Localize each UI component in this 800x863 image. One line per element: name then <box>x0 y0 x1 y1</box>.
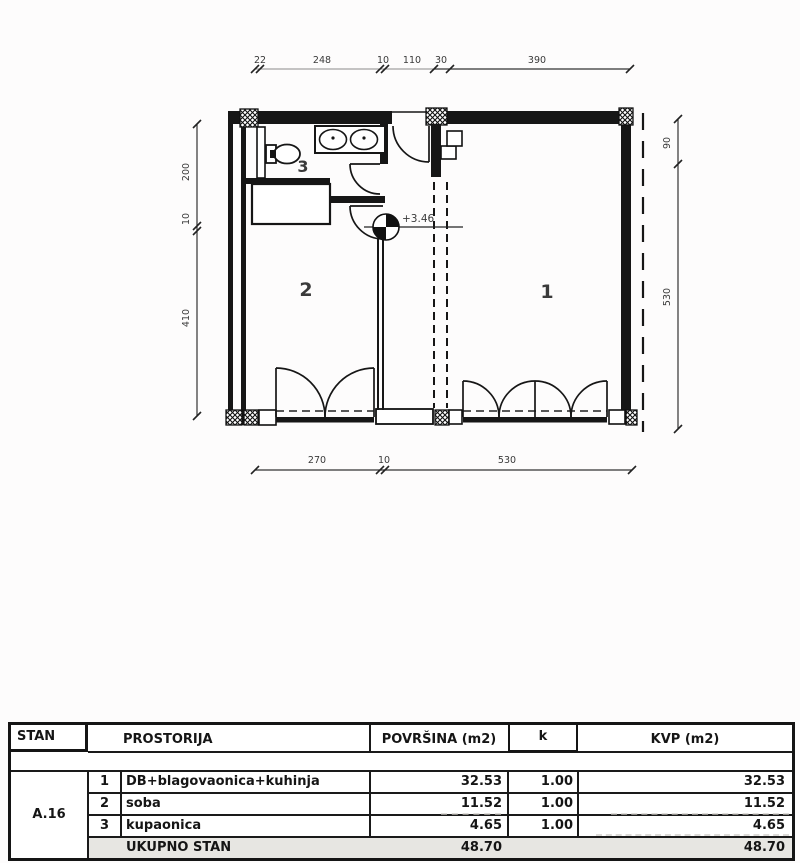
dim-bottom-10: 10 <box>377 455 391 466</box>
dim-bottom-270: 270 <box>307 455 327 466</box>
bathroom-door-arc <box>350 164 380 194</box>
doors <box>276 126 607 417</box>
row1-num: 1 <box>99 774 110 789</box>
dim-top-30: 30 <box>434 55 448 66</box>
room-label-2: 2 <box>299 279 313 301</box>
header-k: k <box>508 725 578 752</box>
elevation-label: +3.46 <box>402 213 435 225</box>
bottom-wall <box>226 409 637 425</box>
bathroom-fixtures <box>252 126 385 224</box>
room-label-3: 3 <box>297 157 309 176</box>
elevation-marker <box>364 213 463 240</box>
dim-left-410: 410 <box>181 308 192 328</box>
scan-artifact <box>441 813 501 815</box>
closet-counter <box>252 184 330 224</box>
scan-artifact <box>611 813 789 815</box>
dim-top-248: 248 <box>312 55 332 66</box>
dim-bottom-530: 530 <box>497 455 517 466</box>
row3-name: kupaonica <box>126 818 202 833</box>
dim-top-110: 110 <box>402 55 422 66</box>
row2-name: soba <box>126 796 161 811</box>
row3-kvp: 4.65 <box>752 818 785 833</box>
row1-name: DB+blagovaonica+kuhinja <box>126 774 320 789</box>
dim-top-22: 22 <box>253 55 267 66</box>
row3-povrsina: 4.65 <box>469 818 502 833</box>
row3-k: 1.00 <box>540 818 573 833</box>
row2-kvp: 11.52 <box>743 796 785 811</box>
total-kvp: 48.70 <box>743 840 785 855</box>
room2-french-door <box>276 368 374 417</box>
row2-num: 2 <box>99 796 110 811</box>
row1-povrsina: 32.53 <box>460 774 502 789</box>
row2-povrsina: 11.52 <box>460 796 502 811</box>
room-label-1: 1 <box>540 281 554 303</box>
row3-num: 3 <box>99 818 110 833</box>
dim-top-10: 10 <box>376 55 390 66</box>
entrance-door-arc <box>393 126 429 162</box>
area-table <box>8 722 795 861</box>
row1-kvp: 32.53 <box>743 774 785 789</box>
header-prostorija: PROSTORIJA <box>123 732 213 747</box>
toilet <box>266 145 300 164</box>
room-labels <box>297 157 553 303</box>
dim-top-390: 390 <box>527 55 547 66</box>
scan-artifact <box>596 834 789 836</box>
dim-right-530: 530 <box>662 287 673 307</box>
interior-walls <box>246 124 462 410</box>
header-kvp: KVP (m2) <box>650 732 720 747</box>
row1-k: 1.00 <box>540 774 573 789</box>
dim-right-90: 90 <box>662 136 673 150</box>
vanity-sinks <box>315 126 385 153</box>
row2-k: 1.00 <box>540 796 573 811</box>
total-povrsina: 48.70 <box>460 840 502 855</box>
header-stan: STAN <box>11 725 88 752</box>
unit-id: A.16 <box>32 807 66 822</box>
total-label: UKUPNO STAN <box>126 840 232 855</box>
dim-left-200: 200 <box>181 162 192 182</box>
dim-left-10: 10 <box>181 212 192 226</box>
header-povrsina: POVRŠINA (m2) <box>381 732 497 747</box>
